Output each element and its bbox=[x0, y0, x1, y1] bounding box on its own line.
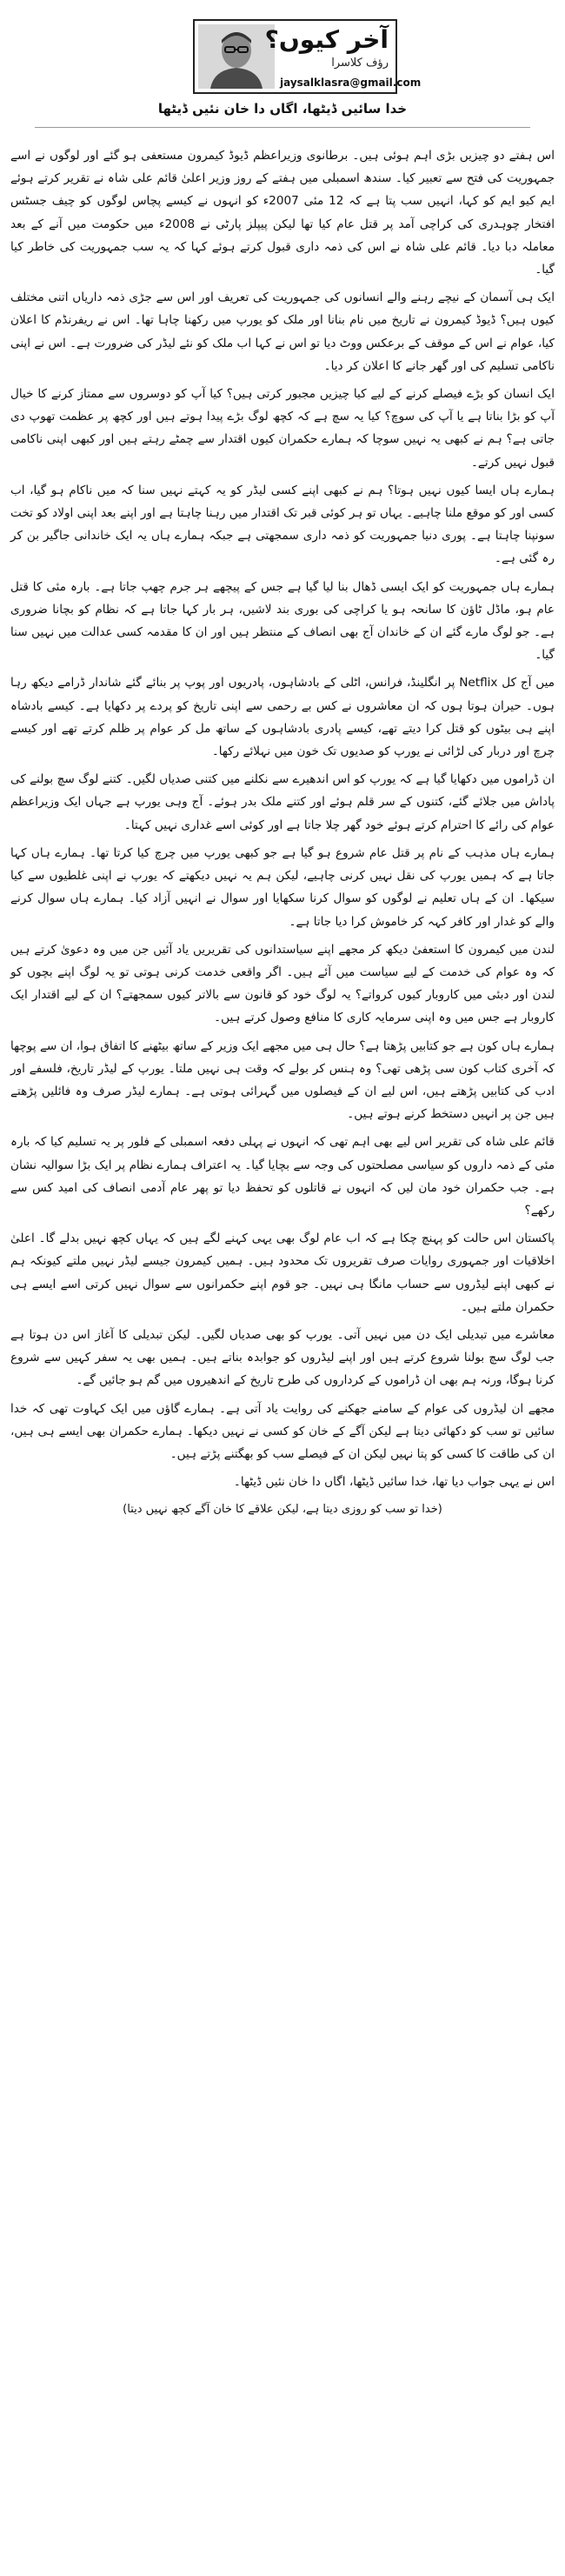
article-paragraph: ہمارے ہاں ایسا کیوں نہیں ہوتا؟ ہم نے کبھی اپنے کسی لیڈر کو یہ کہتے نہیں سنا کہ میں ناکام ہو گیا، اب کسی اور کو موقع ملنا چاہیے۔ یہاں تو ہر کوئی قبر تک اقتدار میں رہنا چاہتا ہے اور اپنے بعد اپنی اولاد کو تخت سونپنا چاہتا ہے۔ پوری دنیا جمہوریت کو ذمہ داری سمجھتی ہے جبکہ ہمارے ہاں یہ ایک خاندانی جاگیر بن کر رہ گئی ہے۔ bbox=[10, 483, 555, 566]
column-logo-box bbox=[193, 19, 422, 94]
article-paragraph: ایک انسان کو بڑے فیصلے کرنے کے لیے کیا چیزیں مجبور کرتی ہیں؟ کیا آپ کو دوسروں سے ممتاز کرنے کا خیال آپ کو بڑا بناتا ہے یا آپ کی سوچ؟ کیا یہ سچ ہے کہ کچھ لوگ بڑے پیدا ہوتے ہیں اور کچھ پر عظمت تھوپ دی جاتی ہے؟ ہم نے کبھی یہ نہیں سوچا کہ ہمارے حکمران کیوں اقتدار سے چمٹے رہتے ہیں اور کبھی اپنی ناکامی قبول نہیں کرتے۔ bbox=[10, 387, 555, 470]
article-paragraph: ہمارے ہاں کون ہے جو کتابیں پڑھتا ہے؟ حال ہی میں مجھے ایک وزیر کے ساتھ بیٹھنے کا اتفاق ہوا، ان سے پوچھا کہ آخری کتاب کون سی پڑھی تھی؟ وہ ہنس کر بولے کہ وقت ہی نہیں ملتا۔ یورپ کے لیڈر تاریخ، فلسفے اور ادب کی کتابیں پڑھتے ہیں، اس لیے ان کے فیصلوں میں گہرائی ہوتی ہے۔ ہمارے لیڈر صرف وہ فائلیں پڑھتے ہیں جن پر انہیں دستخط کرنے ہوتے ہیں۔ bbox=[10, 1038, 555, 1122]
author-email: jaysalklasra@gmail.com bbox=[280, 77, 422, 89]
article-paragraph: ہمارے ہاں جمہوریت کو ایک ایسی ڈھال بنا لیا گیا ہے جس کے پیچھے ہر جرم چھپ جاتا ہے۔ بارہ مئی کا قتل عام ہو، ماڈل ٹاؤن کا سانحہ ہو یا کراچی کی بوری بند لاشیں، ہر بار کہا جاتا ہے کہ نظام کو بچانا ضروری ہے۔ جو لوگ مارے گئے ان کے خاندان آج بھی انصاف کے منتظر ہیں اور ان کا مقدمہ کسی عدالت میں نہیں سنا گیا۔ bbox=[10, 579, 555, 663]
article-paragraph: اس نے یہی جواب دیا تھا، خدا سائیں ڈیٹھا، اگاں دا خان نئیں ڈیٹھا۔ bbox=[233, 1475, 555, 1490]
author-photo-icon bbox=[198, 24, 275, 89]
article-paragraph: ان ڈراموں میں دکھایا گیا ہے کہ یورپ کو اس اندھیرے سے نکلنے میں کتنی صدیاں لگیں۔ کتنے لوگ سچ بولنے کی پاداش میں جلائے گئے، کتنوں کے سر قلم ہوئے اور کتنے ملک بدر ہوئے۔ آج وہی یورپ ہے جہاں ایک وزیراعظم عوام کی رائے کا احترام کرتے ہوئے خود گھر چلا جاتا ہے اور کوئی اسے غداری نہیں کہتا۔ bbox=[10, 772, 555, 832]
article-paragraph: میں آج کل Netflix پر انگلینڈ، فرانس، اٹلی کے بادشاہوں، پادریوں اور پوپ پر بنائے گئے شاندار ڈرامے دیکھ رہا ہوں۔ حیران ہوتا ہوں کہ ان معاشروں نے کس بے رحمی سے اپنی تاریخ کو پردے پر دکھایا ہے۔ کیسے بادشاہ اپنے ہی بیٹوں کو قتل کرا دیتے تھے، کیسے پادری بادشاہوں کے ساتھ مل کر عوام پر ظلم کرتے تھے اور کیسے چرچ اور دربار کی لڑائی نے یورپ کو صدیوں تک خون میں نہلائے رکھا۔ bbox=[10, 676, 555, 759]
header-divider bbox=[35, 127, 530, 128]
author-name: رؤف کلاسرا bbox=[331, 57, 389, 70]
article-paragraph: ہمارے ہاں مذہب کے نام پر قتل عام شروع ہو گیا ہے جو کبھی یورپ میں چرچ کیا کرتا تھا۔ ہمارے ہاں کہا جاتا ہے کہ ہمیں یورپ کی نقل نہیں کرنی چاہیے، لیکن ہم یہ نہیں دیکھتے کہ یورپ نے اپنی غلطیوں سے کیا سیکھا۔ ان کے ہاں تعلیم نے لوگوں کو سوال کرنا سکھایا اور سوال نے انہیں آزاد کیا۔ ہمارے ہاں سوال کرنے والے کو غدار اور کافر کہہ کر خاموش کرا دیا جاتا ہے۔ bbox=[10, 845, 555, 929]
article-paragraph: اس ہفتے دو چیزیں بڑی اہم ہوئی ہیں۔ برطانوی وزیراعظم ڈیوڈ کیمرون مستعفی ہو گئے اور لوگوں نے اسے جمہوریت کی فتح سے تعبیر کیا۔ سندھ اسمبلی میں ہفتے کے روز وزیر اعلیٰ قائم علی شاہ نے تقریر کرتے ہوئے ایم کیو ایم کو کہا، انہیں سب پتا ہے کہ 12 مئی 2007ء کو انہوں نے کیسے پچاس لوگوں کو چیف جسٹس افتخار چوہدری کی کراچی آمد پر قتل عام کیا تھا لیکن پیپلز پارٹی نے 2008ء میں حکومت میں آنے کے بعد معاملہ دبا دیا۔ قائم علی شاہ نے اس کی ذمہ داری قبول کرتے ہوئے کہا کہ یہ سب جمہوریت کی خاطر کیا گیا۔ bbox=[10, 149, 555, 277]
article-paragraph: پاکستان اس حالت کو پہنچ چکا ہے کہ اب عام لوگ بھی یہی کہنے لگے ہیں کہ یہاں کچھ نہیں بدلے گا۔ اعلیٰ اخلاقیات اور جمہوری روایات صرف تقریروں تک محدود ہیں۔ ہمیں کیمرون جیسے لیڈر نہیں ملتے کیونکہ ہم نے کبھی اپنے لیڈروں سے حساب مانگا ہی نہیں۔ جو قوم اپنے حکمرانوں سے سوال نہیں کرتی اسے ایسے ہی حکمران ملتے ہیں۔ bbox=[10, 1231, 555, 1314]
article-paragraph: ایک ہی آسمان کے نیچے رہنے والے انسانوں کی جمہوریت کی تعریف اور اس سے جڑی ذمہ داریاں اتنی مختلف کیوں ہیں؟ ڈیوڈ کیمرون نے تاریخ میں نام بنانا اور ملک کو یورپ میں رکھنا چاہا تھا۔ اس نے ریفرنڈم کا اعلان کیا، عوام نے اس کے موقف کے برعکس ووٹ دیا تو اس نے کہا اب ملک کو نئے لیڈر کی ضرورت ہے۔ اس نے اپنی ناکامی تسلیم کی اور گھر جانے کا اعلان کر دیا۔ bbox=[10, 290, 555, 373]
article-signoff: (خدا تو سب کو روزی دیتا ہے، لیکن علاقے کا خان آگے کچھ نہیں دیتا) bbox=[123, 1503, 442, 1517]
article-paragraph: لندن میں کیمرون کا استعفیٰ دیکھ کر مجھے اپنے سیاستدانوں کی تقریریں یاد آئیں جن میں وہ دعویٰ کرتے ہیں کہ وہ عوام کی خدمت کے لیے سیاست میں آئے ہیں۔ اگر واقعی خدمت کرنی ہوتی تو یہ لوگ اپنے بچوں کو لندن اور دبئی میں کاروبار کیوں کرواتے؟ یہ لوگ خود کو قانون سے بالاتر کیوں سمجھتے؟ ان کے لیے اقتدار ایک کاروبار ہے جس میں وہ اپنی سرمایہ کاری کا منافع وصول کرتے ہیں۔ bbox=[10, 942, 555, 1025]
article-body bbox=[10, 144, 555, 1527]
column-title: آخر کیوں؟ bbox=[264, 25, 389, 54]
article-paragraph: مجھے ان لیڈروں کی عوام کے سامنے جھکنے کی روایت یاد آتی ہے۔ ہمارے گاؤں میں ایک کہاوت تھی کہ خدا سائیں تو سب کو دکھائی دیتا ہے لیکن آگے کے خان کو کسی نے نہیں دیکھا۔ ہمارے حکمران بھی ایسے ہی ہیں، ان کی طاقت کا کسی کو پتا نہیں لیکن ان کے فیصلے سب کو بھگتنے پڑتے ہیں۔ bbox=[10, 1401, 555, 1461]
column-brand bbox=[265, 24, 389, 71]
article-paragraph: معاشرے میں تبدیلی ایک دن میں نہیں آتی۔ یورپ کو بھی صدیاں لگیں۔ لیکن تبدیلی کا آغاز اس دن ہوتا ہے جب لوگ سچ بولنا شروع کرتے ہیں اور اپنے لیڈروں کو جوابدہ بناتے ہیں۔ ہمیں بھی یہ سفر کہیں سے شروع کرنا ہوگا، ورنہ ہم بھی ان ڈراموں کے کرداروں کی طرح تاریخ کے اندھیروں میں گم ہو جائیں گے۔ bbox=[10, 1327, 555, 1388]
article-headline: خدا سائیں ڈیٹھا، اگاں دا خان نئیں ڈیٹھا bbox=[157, 101, 408, 117]
article-paragraph: قائم علی شاہ کی تقریر اس لیے بھی اہم تھی کہ انہوں نے پہلی دفعہ اسمبلی کے فلور پر یہ تسلیم کیا کہ بارہ مئی کے ذمہ داروں کو سیاسی مصلحتوں کی وجہ سے بچایا گیا۔ یہ اعتراف ہمارے نظام پر ایک بڑا سوالیہ نشان ہے۔ جب حکمران خود مان لیں کہ انہوں نے قاتلوں کو تحفظ دیا تو پھر عام آدمی انصاف کی امید کس سے رکھے؟ bbox=[10, 1135, 555, 1218]
column-header bbox=[10, 0, 555, 141]
